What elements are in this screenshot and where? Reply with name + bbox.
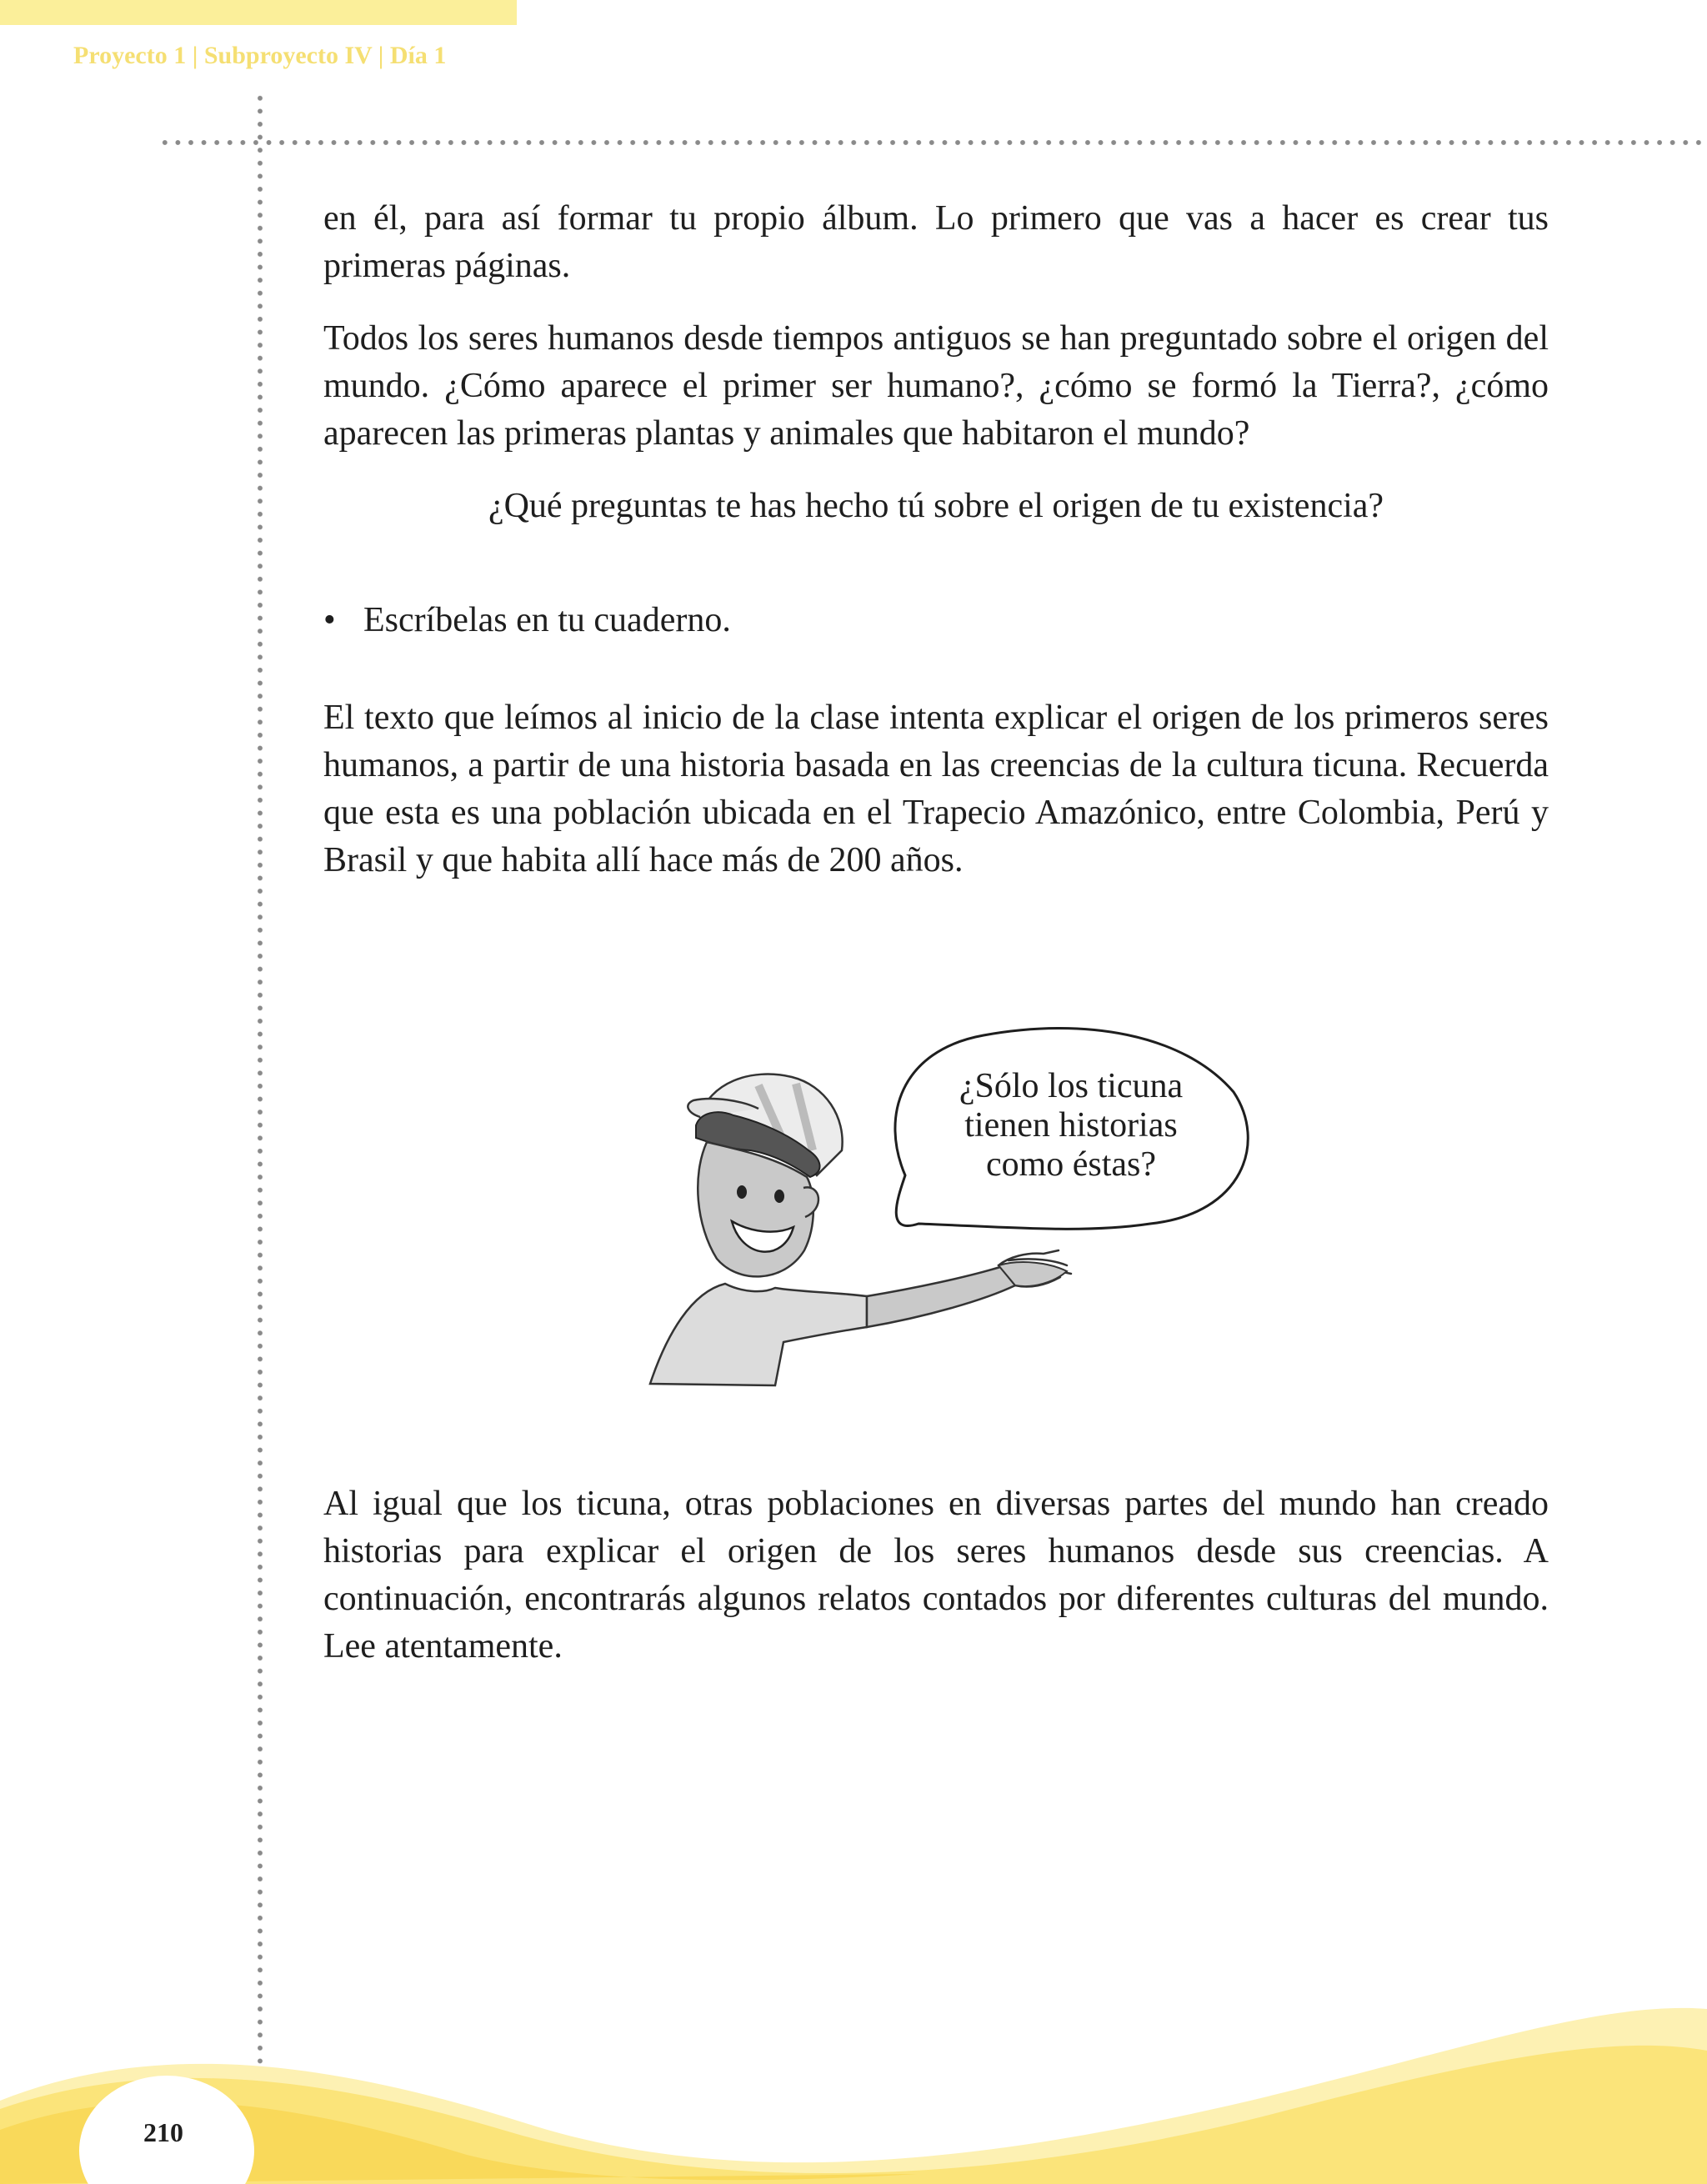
list-item [323,597,1549,644]
bubble-line-3: como éstas? [985,1145,1157,1184]
bullet-icon: • [323,601,336,639]
dotted-divider-horizontal [158,138,1707,147]
footer-wave [0,1984,1707,2184]
bubble-line-2: tienen historias [964,1106,1178,1145]
paragraph-intro: en él, para así formar tu propio álbum. Lo primero que vas a hacer es crear tus primeras páginas. [323,199,1549,285]
breadcrumb: Proyecto 1 | Subproyecto IV | Día 1 [73,42,447,69]
reflection-question: ¿Qué preguntas te has hecho tú sobre el origen de tu existencia? [488,487,1384,525]
dotted-divider-vertical [256,92,264,2067]
bubble-line-1: ¿Sólo los ticuna [959,1067,1184,1105]
arm-icon [867,1267,1015,1327]
page-number: 210 [143,2117,183,2147]
speech-bubble-text [904,1067,1238,1185]
paragraph-ticuna: El texto que leímos al inicio de la clase intenta explicar el origen de los primeros seres humanos, a partir de una historia basada en las creencias de la cultura ticuna. Recuerda que esta es una población ubicada en el Trapecio Amazónico, entre Colombia, Perú y Brasil y que habita allí hace más de 200 años. [323,699,1549,879]
paragraph-origins: Todos los seres humanos desde tiempos antiguos se han preguntado sobre el origen del mundo. ¿Cómo aparece el primer ser humano?, ¿cómo se formó la Tierra?, ¿cómo aparecen las primeras plantas y animales que habitaron el mundo? [323,319,1549,453]
header-band [0,0,517,25]
bullet-text: Escríbelas en tu cuaderno. [363,601,731,639]
main-content [323,195,1549,884]
paragraph-cultures: Al igual que los ticuna, otras poblaciones en diversas partes del mundo han creado historias para explicar el origen de los seres humanos desde sus creencias. A continuación, encontrarás algunos relatos contados por diferentes culturas del mundo. Lee atentamente. [323,1485,1549,1666]
shirt-icon [650,1284,867,1385]
